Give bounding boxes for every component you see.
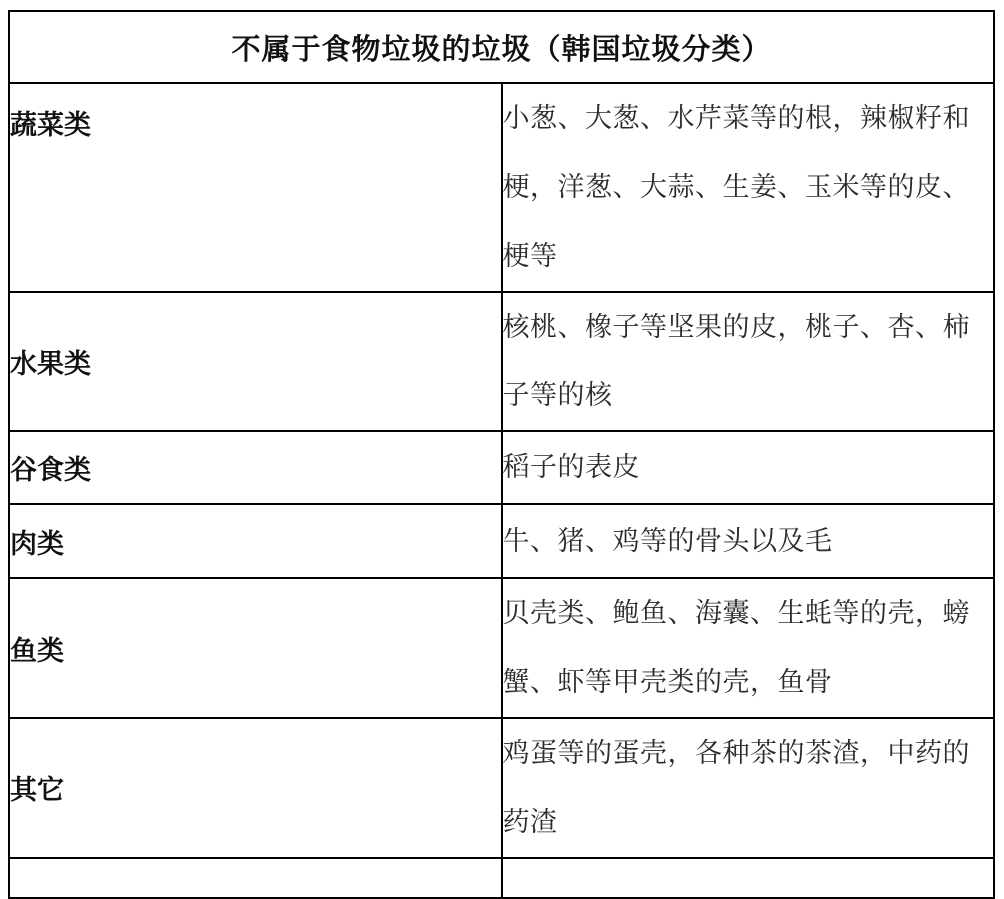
- category-cell-other: 其它: [9, 718, 502, 858]
- category-cell-grains: 谷食类: [9, 431, 502, 504]
- items-cell-other: 鸡蛋等的蛋壳，各种茶的茶渣，中药的药渣: [502, 718, 995, 858]
- items-cell-grains: 稻子的表皮: [502, 431, 995, 504]
- category-cell-fruits: 水果类: [9, 292, 502, 432]
- items-cell-meat: 牛、猪、鸡等的骨头以及毛: [502, 504, 995, 578]
- table-row: [9, 578, 994, 718]
- table-title-row: [9, 11, 994, 83]
- category-cell-empty: [9, 858, 502, 898]
- table-row: [9, 504, 994, 578]
- items-cell-empty: [502, 858, 995, 898]
- items-cell-vegetables: 小葱、大葱、水芹菜等的根，辣椒籽和梗，洋葱、大蒜、生姜、玉米等的皮、梗等: [502, 83, 995, 292]
- table-row: [9, 292, 994, 432]
- items-cell-fish: 贝壳类、鲍鱼、海囊、生蚝等的壳，螃蟹、虾等甲壳类的壳，鱼骨: [502, 578, 995, 718]
- category-cell-vegetables: 蔬菜类: [9, 83, 502, 292]
- korean-waste-classification-table: [8, 10, 995, 899]
- table-title: 不属于食物垃圾的垃圾（韩国垃圾分类）: [9, 11, 994, 83]
- category-cell-meat: 肉类: [9, 504, 502, 578]
- table-row: [9, 431, 994, 504]
- table-row: [9, 718, 994, 858]
- table-row-cutoff: [9, 858, 994, 898]
- table-row: [9, 83, 994, 292]
- category-cell-fish: 鱼类: [9, 578, 502, 718]
- items-cell-fruits: 核桃、橡子等坚果的皮，桃子、杏、柿子等的核: [502, 292, 995, 432]
